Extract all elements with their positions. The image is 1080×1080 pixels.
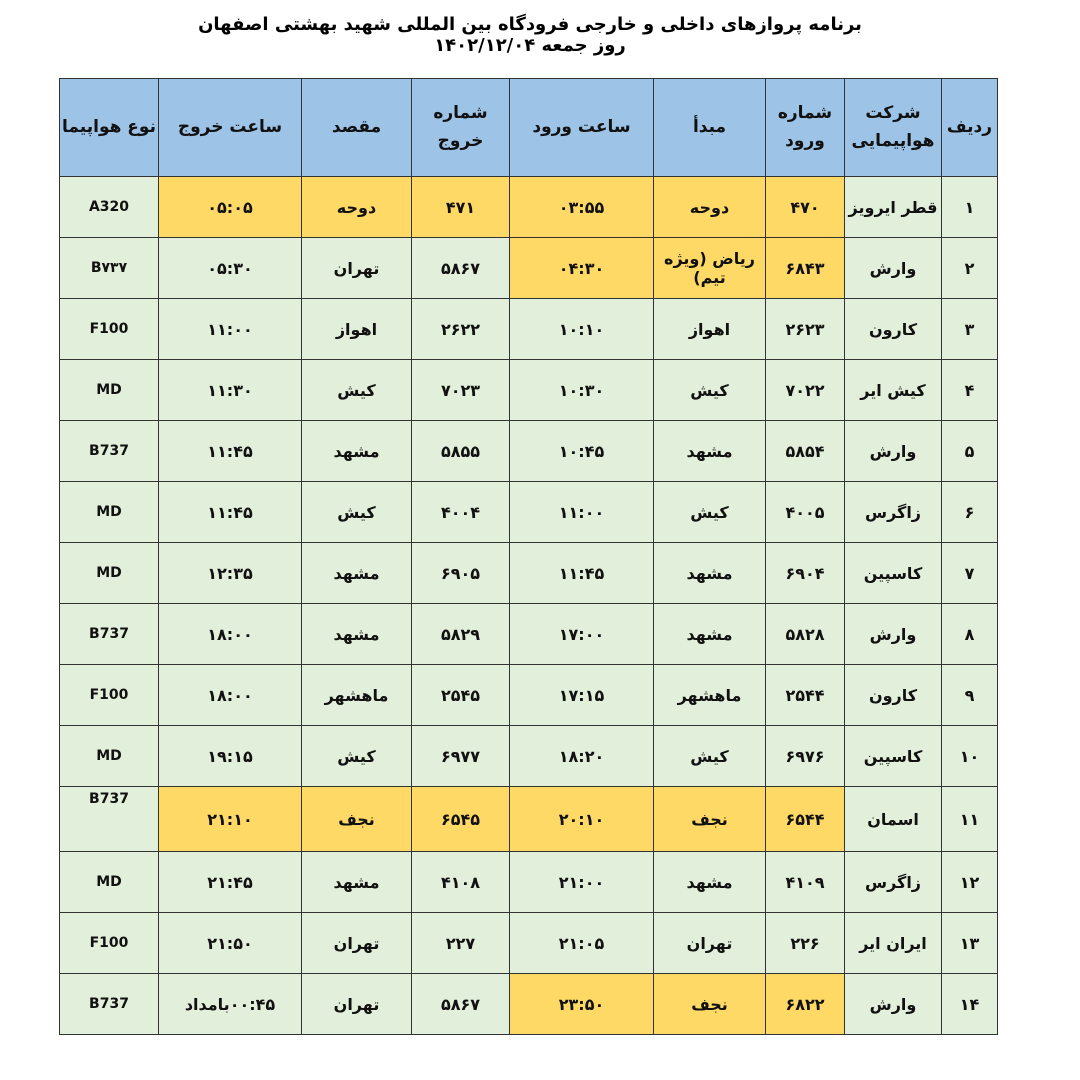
- cell-arrival-flight-number: ۲۶۲۳: [766, 299, 845, 360]
- header-destination: مقصد: [302, 79, 412, 177]
- cell-departure-time: ۱۱:۳۰: [159, 360, 302, 421]
- cell-arrival-flight-number: ۴۰۰۵: [766, 482, 845, 543]
- cell-airline: قطر ایرویز: [845, 177, 942, 238]
- cell-row-number: ۱: [942, 177, 998, 238]
- cell-arrival-flight-number: ۴۷۰: [766, 177, 845, 238]
- cell-destination: مشهد: [302, 543, 412, 604]
- cell-aircraft-type: F100: [60, 665, 159, 726]
- cell-departure-flight-number: ۵۸۶۷: [412, 238, 510, 299]
- cell-departure-flight-number: ۲۵۴۵: [412, 665, 510, 726]
- cell-departure-flight-number: ۵۸۶۷: [412, 974, 510, 1035]
- cell-arrival-flight-number: ۲۵۴۴: [766, 665, 845, 726]
- cell-aircraft-type: F100: [60, 299, 159, 360]
- cell-row-number: ۱۰: [942, 726, 998, 787]
- cell-departure-flight-number: ۵۸۵۵: [412, 421, 510, 482]
- cell-arrival-flight-number: ۶۵۴۴: [766, 787, 845, 852]
- cell-destination: کیش: [302, 726, 412, 787]
- header-airline: شرکت هواپیمایی: [845, 79, 942, 177]
- cell-airline: وارش: [845, 604, 942, 665]
- cell-destination: نجف: [302, 787, 412, 852]
- table-row: [60, 974, 998, 1035]
- cell-origin: مشهد: [654, 852, 766, 913]
- cell-origin: تهران: [654, 913, 766, 974]
- header-origin: مبدأ: [654, 79, 766, 177]
- cell-origin: نجف: [654, 974, 766, 1035]
- cell-arrival-time: ۱۱:۴۵: [510, 543, 654, 604]
- cell-origin: نجف: [654, 787, 766, 852]
- table-row: [60, 543, 998, 604]
- cell-airline: وارش: [845, 421, 942, 482]
- table-row: [60, 360, 998, 421]
- cell-departure-flight-number: ۴۷۱: [412, 177, 510, 238]
- cell-destination: کیش: [302, 360, 412, 421]
- cell-departure-time: ۲۱:۵۰: [159, 913, 302, 974]
- cell-arrival-flight-number: ۶۸۲۲: [766, 974, 845, 1035]
- cell-aircraft-type: MD: [60, 852, 159, 913]
- cell-arrival-time: ۲۱:۰۵: [510, 913, 654, 974]
- cell-aircraft-type: MD: [60, 360, 159, 421]
- cell-airline: زاگرس: [845, 852, 942, 913]
- cell-aircraft-type: A320: [60, 177, 159, 238]
- cell-airline: ایران ایر: [845, 913, 942, 974]
- cell-origin: مشهد: [654, 421, 766, 482]
- cell-departure-time: ۱۲:۳۵: [159, 543, 302, 604]
- cell-departure-time: ۲۱:۱۰: [159, 787, 302, 852]
- table-row: [60, 852, 998, 913]
- table-row: [60, 604, 998, 665]
- cell-arrival-flight-number: ۵۸۵۴: [766, 421, 845, 482]
- cell-arrival-time: ۱۰:۳۰: [510, 360, 654, 421]
- cell-origin: کیش: [654, 726, 766, 787]
- cell-row-number: ۳: [942, 299, 998, 360]
- cell-arrival-time: ۲۳:۵۰: [510, 974, 654, 1035]
- cell-destination: اهواز: [302, 299, 412, 360]
- cell-origin: دوحه: [654, 177, 766, 238]
- flight-schedule-table: [59, 78, 998, 1035]
- cell-aircraft-type: MD: [60, 726, 159, 787]
- cell-departure-time: ۱۱:۰۰: [159, 299, 302, 360]
- cell-arrival-time: ۲۰:۱۰: [510, 787, 654, 852]
- cell-aircraft-type: B737: [60, 604, 159, 665]
- header-arrival-flight-number: شماره ورود: [766, 79, 845, 177]
- cell-arrival-flight-number: ۴۱۰۹: [766, 852, 845, 913]
- cell-arrival-flight-number: ۲۲۶: [766, 913, 845, 974]
- cell-departure-flight-number: ۶۹۰۵: [412, 543, 510, 604]
- cell-departure-flight-number: ۷۰۲۳: [412, 360, 510, 421]
- cell-arrival-time: ۱۰:۱۰: [510, 299, 654, 360]
- table-row: [60, 421, 998, 482]
- table-row: [60, 238, 998, 299]
- cell-airline: کاسپین: [845, 726, 942, 787]
- cell-arrival-time: ۲۱:۰۰: [510, 852, 654, 913]
- header-departure-time: ساعت خروج: [159, 79, 302, 177]
- cell-departure-time: ۰۵:۳۰: [159, 238, 302, 299]
- cell-departure-time: ۱۹:۱۵: [159, 726, 302, 787]
- cell-destination: مشهد: [302, 421, 412, 482]
- table-row: [60, 177, 998, 238]
- cell-arrival-flight-number: ۷۰۲۲: [766, 360, 845, 421]
- cell-airline: کارون: [845, 665, 942, 726]
- cell-arrival-time: ۱۸:۲۰: [510, 726, 654, 787]
- header-row: [60, 79, 998, 177]
- cell-departure-time: ۱۸:۰۰: [159, 604, 302, 665]
- cell-row-number: ۱۱: [942, 787, 998, 852]
- cell-aircraft-type: MD: [60, 543, 159, 604]
- cell-destination: تهران: [302, 238, 412, 299]
- cell-row-number: ۷: [942, 543, 998, 604]
- cell-departure-time: ۰۰:۴۵بامداد: [159, 974, 302, 1035]
- cell-row-number: ۵: [942, 421, 998, 482]
- table-row: [60, 665, 998, 726]
- cell-departure-flight-number: ۴۰۰۴: [412, 482, 510, 543]
- cell-departure-flight-number: ۲۶۲۲: [412, 299, 510, 360]
- header-arrival-time: ساعت ورود: [510, 79, 654, 177]
- cell-airline: زاگرس: [845, 482, 942, 543]
- cell-arrival-flight-number: ۶۸۴۳: [766, 238, 845, 299]
- cell-origin: ریاض (ویژه تیم): [654, 238, 766, 299]
- cell-origin: کیش: [654, 482, 766, 543]
- cell-aircraft-type: B۷۳۷: [60, 238, 159, 299]
- cell-aircraft-type: B737: [60, 787, 159, 852]
- cell-departure-time: ۱۱:۴۵: [159, 421, 302, 482]
- cell-departure-time: ۱۸:۰۰: [159, 665, 302, 726]
- cell-departure-flight-number: ۴۱۰۸: [412, 852, 510, 913]
- cell-departure-flight-number: ۲۲۷: [412, 913, 510, 974]
- cell-aircraft-type: B737: [60, 421, 159, 482]
- cell-arrival-flight-number: ۵۸۲۸: [766, 604, 845, 665]
- cell-row-number: ۴: [942, 360, 998, 421]
- cell-destination: کیش: [302, 482, 412, 543]
- header-departure-flight-number: شماره خروج: [412, 79, 510, 177]
- cell-airline: وارش: [845, 238, 942, 299]
- cell-destination: تهران: [302, 974, 412, 1035]
- table-row: [60, 482, 998, 543]
- cell-departure-flight-number: ۵۸۲۹: [412, 604, 510, 665]
- cell-departure-time: ۰۵:۰۵: [159, 177, 302, 238]
- cell-destination: تهران: [302, 913, 412, 974]
- cell-airline: وارش: [845, 974, 942, 1035]
- cell-airline: اسمان: [845, 787, 942, 852]
- cell-origin: مشهد: [654, 543, 766, 604]
- cell-aircraft-type: F100: [60, 913, 159, 974]
- cell-arrival-time: ۱۱:۰۰: [510, 482, 654, 543]
- cell-origin: ماهشهر: [654, 665, 766, 726]
- cell-destination: مشهد: [302, 604, 412, 665]
- cell-row-number: ۱۲: [942, 852, 998, 913]
- table-row: [60, 913, 998, 974]
- cell-departure-flight-number: ۶۵۴۵: [412, 787, 510, 852]
- cell-row-number: ۲: [942, 238, 998, 299]
- header-row-number: ردیف: [942, 79, 998, 177]
- cell-row-number: ۸: [942, 604, 998, 665]
- cell-arrival-time: ۰۴:۳۰: [510, 238, 654, 299]
- cell-destination: دوحه: [302, 177, 412, 238]
- table-row: [60, 726, 998, 787]
- cell-aircraft-type: MD: [60, 482, 159, 543]
- cell-departure-time: ۲۱:۴۵: [159, 852, 302, 913]
- cell-row-number: ۱۴: [942, 974, 998, 1035]
- header-aircraft-type: نوع هواپیما: [60, 79, 159, 177]
- cell-arrival-time: ۰۳:۵۵: [510, 177, 654, 238]
- cell-origin: کیش: [654, 360, 766, 421]
- cell-arrival-time: ۱۷:۱۵: [510, 665, 654, 726]
- page-title: برنامه پروازهای داخلی و خارجی فرودگاه بین المللی شهید بهشتی اصفهان روز جمعه ۱۴۰۲/۱۲/۰۴: [198, 14, 862, 56]
- cell-arrival-flight-number: ۶۹۰۴: [766, 543, 845, 604]
- cell-airline: کارون: [845, 299, 942, 360]
- cell-destination: مشهد: [302, 852, 412, 913]
- cell-departure-flight-number: ۶۹۷۷: [412, 726, 510, 787]
- cell-departure-time: ۱۱:۴۵: [159, 482, 302, 543]
- cell-row-number: ۱۳: [942, 913, 998, 974]
- cell-origin: اهواز: [654, 299, 766, 360]
- cell-row-number: ۹: [942, 665, 998, 726]
- cell-destination: ماهشهر: [302, 665, 412, 726]
- table-row: [60, 787, 998, 852]
- cell-origin: مشهد: [654, 604, 766, 665]
- cell-airline: کیش ایر: [845, 360, 942, 421]
- table-row: [60, 299, 998, 360]
- cell-arrival-flight-number: ۶۹۷۶: [766, 726, 845, 787]
- cell-aircraft-type: B737: [60, 974, 159, 1035]
- cell-airline: کاسپین: [845, 543, 942, 604]
- cell-arrival-time: ۱۰:۴۵: [510, 421, 654, 482]
- cell-arrival-time: ۱۷:۰۰: [510, 604, 654, 665]
- cell-row-number: ۶: [942, 482, 998, 543]
